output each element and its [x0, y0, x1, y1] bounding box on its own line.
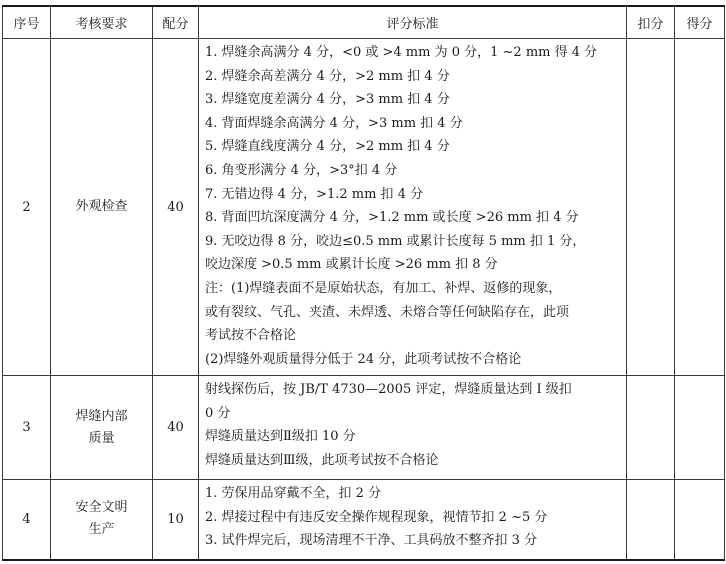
- requirement-line: 安全文明: [75, 500, 128, 516]
- row-number: 2: [3, 39, 51, 376]
- criteria-line: 3. 试件焊完后，现场清理不干净、工具码放不整齐扣 3 分: [205, 533, 538, 549]
- row-number: 4: [3, 480, 51, 560]
- table-row: [3, 480, 725, 560]
- row-score-cell: [675, 376, 725, 480]
- row-criteria: [199, 376, 627, 480]
- requirement-line: 生产: [88, 522, 115, 538]
- criteria-line: 9. 无咬边得 8 分，咬边≤0.5 mm 或累计长度每 5 mm 扣 1 分，: [205, 233, 586, 249]
- header-no: 序号: [3, 6, 51, 39]
- row-deduct-cell: [627, 376, 675, 480]
- row-requirement: [51, 480, 153, 560]
- row-requirement: [51, 376, 153, 480]
- requirement-line: 焊缝内部: [75, 408, 128, 424]
- row-score-cell: [675, 39, 725, 376]
- criteria-line: 0 分: [205, 405, 231, 421]
- row-score-cell: [675, 480, 725, 560]
- criteria-line: 7. 无错边得 4 分，>1.2 mm 扣 4 分: [205, 186, 424, 202]
- criteria-line: 咬边深度 >0.5 mm 或累计长度 >26 mm 扣 8 分: [205, 257, 498, 273]
- criteria-line: 焊缝质量达到Ⅱ级扣 10 分: [205, 429, 356, 445]
- criteria-line: 1. 焊缝余高满分 4 分，<0 或 >4 mm 为 0 分，1 ~2 mm 得 4 分: [205, 45, 598, 60]
- criteria-note-line: 注：(1)焊缝表面不是原始状态，有加工、补焊、返修的现象，: [205, 280, 562, 296]
- header-points: 配分: [153, 6, 199, 39]
- criteria-line: 焊缝质量达到Ⅲ级，此项考试按不合格论: [205, 452, 439, 468]
- header-deduct: 扣分: [627, 6, 675, 39]
- row-requirement: 外观检查: [51, 39, 153, 376]
- criteria-line: 4. 背面焊缝余高满分 4 分，>3 mm 扣 4 分: [205, 115, 463, 131]
- requirement-line: 质量: [88, 430, 115, 446]
- criteria-line: 2. 焊接过程中有违反安全操作规程现象，视情节扣 2 ~5 分: [205, 509, 548, 525]
- table-row: [3, 376, 725, 480]
- row-criteria: [199, 480, 627, 560]
- scoring-table: [2, 5, 725, 561]
- criteria-note-line: (2)焊缝外观质量得分低于 24 分，此项考试按不合格论: [205, 351, 522, 367]
- row-number: 3: [3, 376, 51, 480]
- criteria-line: 1. 劳保用品穿戴不全，扣 2 分: [205, 486, 382, 501]
- table-row: [3, 39, 725, 376]
- row-points: 40: [153, 376, 199, 480]
- row-criteria: [199, 39, 627, 376]
- header-row: [3, 6, 725, 39]
- criteria-line: 射线探伤后，按 JB/T 4730—2005 评定，焊缝质量达到 Ⅰ 级扣: [205, 382, 572, 397]
- row-points: 40: [153, 39, 199, 376]
- header-score: 得分: [675, 6, 725, 39]
- header-criteria: 评分标准: [199, 6, 627, 39]
- criteria-line: 3. 焊缝宽度差满分 4 分，>3 mm 扣 4 分: [205, 92, 450, 108]
- header-requirement: 考核要求: [51, 6, 153, 39]
- criteria-note-line: 考试按不合格论: [205, 328, 297, 344]
- row-deduct-cell: [627, 480, 675, 560]
- row-deduct-cell: [627, 39, 675, 376]
- criteria-line: 6. 角变形满分 4 分，>3°扣 4 分: [205, 162, 398, 178]
- criteria-line: 8. 背面凹坑深度满分 4 分，>1.2 mm 或长度 >26 mm 扣 4 分: [205, 210, 579, 226]
- criteria-line: 5. 焊缝直线度满分 4 分，>2 mm 扣 4 分: [205, 139, 450, 155]
- criteria-line: 2. 焊缝余高差满分 4 分，>2 mm 扣 4 分: [205, 68, 450, 84]
- row-points: 10: [153, 480, 199, 560]
- criteria-note-line: 或有裂纹、气孔、夹渣、未焊透、未熔合等任何缺陷存在，此项: [205, 304, 570, 320]
